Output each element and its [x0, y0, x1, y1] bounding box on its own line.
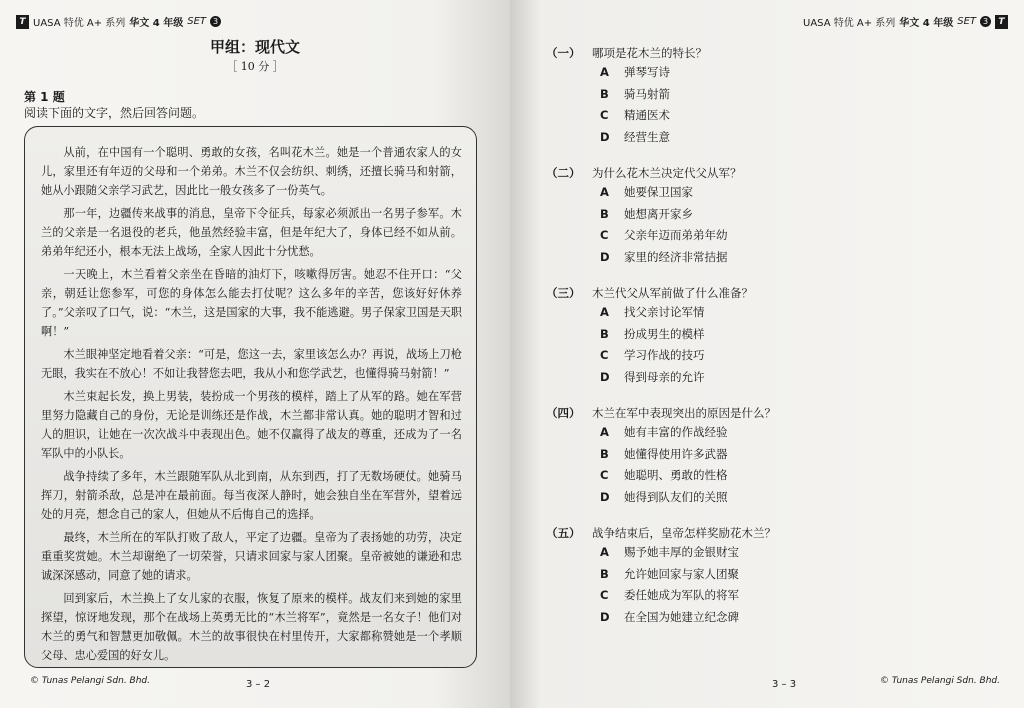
question-4	[546, 404, 996, 508]
question-text: 哪项是花木兰的特长？	[592, 46, 707, 60]
option-item[interactable]: A 她要保卫国家	[600, 185, 693, 199]
option-item[interactable]: C 她聪明、勇敢的性格	[600, 468, 728, 482]
question-number: 第 1 题	[24, 90, 65, 104]
option-item[interactable]: B 她懂得使用许多武器	[600, 446, 728, 461]
option-item[interactable]: C 学习作战的技巧	[600, 348, 705, 362]
option-item[interactable]: A 弹琴写诗	[600, 65, 670, 79]
question-label: （四）	[546, 406, 581, 420]
option-item[interactable]: B 扮成男生的模样	[600, 326, 705, 341]
header-set-number: 3	[210, 16, 221, 27]
header-set-label: SET	[187, 16, 206, 27]
left-page-number: 3 – 2	[246, 679, 271, 690]
passage-paragraph: 最终，木兰所在的军队打败了敌人，平定了边疆。皇帝为了表扬她的功劳，决定重重奖赏她。木兰却谢绝了一切荣誉，只请求回家与家人团聚。皇帝被她的谦逊和忠诚深深感动，同意了她的请求。	[41, 531, 462, 582]
option-item[interactable]: C 委任她成为军队的将军	[600, 588, 739, 602]
option-item[interactable]: D 得到母亲的允许	[600, 369, 705, 384]
passage-paragraph: 木兰束起长发，换上男装，装扮成一个男孩的模样，踏上了从军的路。她在军营里努力隐藏自己的身份，无论是训练还是作战，木兰都非常认真。她的聪明才智和过人的胆识，让她在一次次战斗中表现出色。她不仅赢得了战友的尊重，还成为了一名军队中的小队长。	[41, 390, 462, 460]
left-page	[0, 0, 510, 708]
header-set-number: 3	[980, 16, 991, 27]
right-page-header	[803, 14, 1008, 29]
option-item[interactable]: D 她得到队友们的关照	[600, 489, 728, 504]
left-page-header	[16, 14, 221, 29]
passage-paragraph: 那一年，边疆传来战事的消息，皇帝下令征兵，每家必须派出一名男子参军。木兰的父亲是一名退役的老兵，他虽然经验丰富，但是年纪大了，身体已经不如从前。弟弟年纪还小，根本无法上战场，全家人因此十分忧愁。	[41, 207, 462, 258]
question-text: 战争结束后，皇帝怎样奖励花木兰？	[592, 526, 776, 540]
question-text: 木兰在军中表现突出的原因是什么？	[592, 406, 776, 420]
section-title: 甲组：现代文	[209, 38, 300, 56]
right-publisher: © Tunas Pelangi Sdn. Bhd.	[880, 676, 1000, 686]
option-item[interactable]: B 允许她回家与家人团聚	[600, 566, 739, 581]
question-label: （二）	[546, 166, 581, 180]
question-instruction: 阅读下面的文字，然后回答问题。	[24, 106, 205, 120]
passage-paragraph: 从前，在中国有一个聪明、勇敢的女孩，名叫花木兰。她是一个普通农家人的女儿，家里还有年迈的父母和一个弟弟。木兰不仅会纺织、刺绣，还擅长骑马和射箭，她从小跟随父亲学习武艺，因此比一般女孩多了一份英气。	[41, 146, 462, 197]
header-series: UASA 特优 A+ 系列	[33, 18, 126, 29]
option-item[interactable]: D 在全国为她建立纪念碑	[600, 609, 739, 624]
question-text: 为什么花木兰决定代父从军？	[592, 166, 742, 180]
option-item[interactable]: A 她有丰富的作战经验	[600, 425, 728, 439]
question-label: （五）	[546, 526, 581, 540]
tunas-logo-icon: T	[16, 15, 29, 29]
question-label: （一）	[546, 46, 581, 60]
option-item[interactable]: D 经营生意	[600, 129, 670, 144]
section-marks: ［ 10 分 ］	[226, 60, 284, 73]
right-page	[510, 0, 1024, 708]
option-item[interactable]: B 她想离开家乡	[600, 206, 693, 221]
header-series: UASA 特优 A+ 系列	[803, 18, 896, 29]
option-item[interactable]: C 父亲年迈而弟弟年幼	[600, 228, 728, 242]
option-item[interactable]: A 赐予她丰厚的金银财宝	[600, 545, 739, 559]
question-5	[546, 524, 996, 628]
passage-box	[24, 126, 477, 668]
passage-paragraph: 木兰眼神坚定地看着父亲：“可是，您这一去，家里该怎么办？再说，战场上刀枪无眼，我实在不放心！不如让我替您去吧，我从小和您学武艺，也懂得骑马射箭！”	[41, 348, 462, 380]
question-1	[546, 44, 996, 148]
header-set-label: SET	[957, 16, 976, 27]
option-item[interactable]: C 精通医术	[600, 108, 670, 122]
right-page-number: 3 – 3	[772, 679, 797, 690]
passage-paragraph: 回到家后，木兰换上了女儿家的衣服，恢复了原来的模样。战友们来到她的家里探望，惊讶地发现，那个在战场上英勇无比的“木兰将军”，竟然是一名女子！他们对木兰的勇气和智慧更加敬佩。木兰的故事很快在村里传开，大家都称赞她是一个孝顺父母、忠心爱国的好女儿。	[41, 592, 462, 662]
option-item[interactable]: B 骑马射箭	[600, 86, 670, 101]
left-publisher: © Tunas Pelangi Sdn. Bhd.	[30, 676, 150, 686]
option-item[interactable]: D 家里的经济非常拮据	[600, 249, 728, 264]
question-2	[546, 164, 996, 268]
header-subject: 华文 4 年级	[129, 18, 184, 29]
header-subject: 华文 4 年级	[899, 18, 954, 29]
passage-paragraph: 战争持续了多年，木兰跟随军队从北到南，从东到西，打了无数场硬仗。她骑马挥刀，射箭杀敌，总是冲在最前面。每当夜深人静时，她会独自坐在军营外，望着远处的月亮，想念自己的家人，但她从不后悔自己的选择。	[41, 470, 462, 521]
question-3	[546, 284, 996, 388]
option-item[interactable]: A 找父亲讨论军情	[600, 305, 705, 319]
question-list	[546, 44, 996, 644]
question-text: 木兰代父从军前做了什么准备？	[592, 286, 753, 300]
tunas-logo-icon: T	[995, 15, 1008, 29]
passage-paragraph: 一天晚上，木兰看着父亲坐在昏暗的油灯下，咳嗽得厉害。她忍不住开口：“父亲，朝廷让您参军，可您的身体怎么能去打仗呢？这么多年的辛苦，您该好好休养了。”父亲叹了口气，说：“木兰，这是国家的大事，我不能逃避。男子保家卫国是天职啊！”	[41, 268, 462, 338]
question-label: （三）	[546, 286, 581, 300]
